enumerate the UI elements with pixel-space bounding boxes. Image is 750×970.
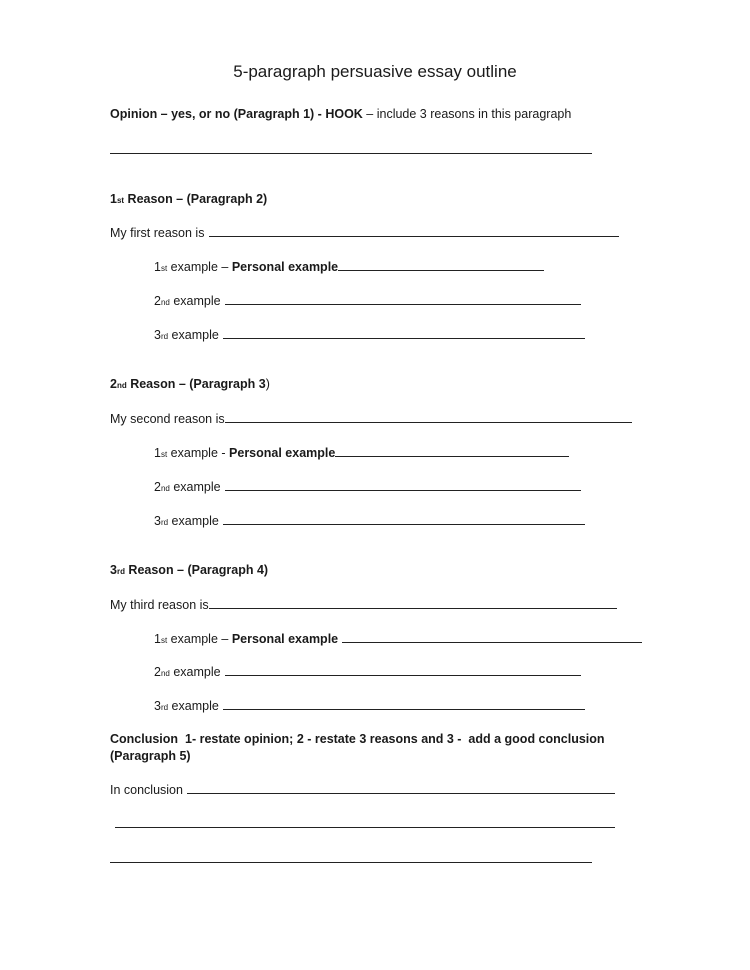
- example-number: 2: [154, 294, 161, 308]
- example-label: example –: [167, 632, 232, 646]
- example-label: example –: [167, 260, 232, 274]
- example-number: 3: [154, 514, 161, 528]
- reason-1-example-3-line[interactable]: [223, 326, 585, 339]
- reason-2-example-3: 3 rd example: [154, 512, 585, 529]
- reason-2-heading: 2 nd Reason – (Paragraph 3 ): [110, 377, 270, 391]
- reason-2-example-2: 2 nd example: [154, 478, 581, 495]
- reason-3-example-3: 3 rd example: [154, 697, 585, 714]
- personal-example-label: Personal example: [231, 260, 339, 274]
- reason-1-example-3: 3 rd example: [154, 326, 585, 343]
- reason-1-answer-line[interactable]: [209, 224, 619, 237]
- example-number: 1: [154, 632, 161, 646]
- conclusion-prompt-row: [110, 781, 615, 798]
- example-number: 1: [154, 446, 161, 460]
- reason-3-answer-line[interactable]: [209, 596, 617, 609]
- conclusion-extra-line-2[interactable]: [110, 862, 592, 863]
- reason-3-example-2: 2 nd example: [154, 663, 581, 680]
- reason-3-example-3-line[interactable]: [223, 697, 585, 710]
- example-label: example: [168, 514, 223, 528]
- reason-2-example-1: 1 st example - Personal example: [154, 444, 569, 461]
- reason-3-heading: 3 rd Reason – (Paragraph 4): [110, 563, 269, 577]
- example-number: 1: [154, 260, 161, 274]
- example-number: 3: [154, 328, 161, 342]
- reason-3-number: 3: [110, 563, 117, 577]
- conclusion-extra-line-1[interactable]: [115, 827, 615, 828]
- reason-3-example-1: 1 st example – Personal example: [154, 630, 642, 647]
- reason-2-prompt: My second reason is: [110, 412, 225, 426]
- reason-2-number: 2: [110, 377, 117, 391]
- reason-1-example-2: 2 nd example: [154, 292, 581, 309]
- example-label: example: [168, 328, 223, 342]
- personal-example-label: Personal example: [229, 446, 336, 460]
- reason-1-heading-text: Reason – (Paragraph 2): [124, 192, 268, 206]
- reason-3-example-2-line[interactable]: [225, 663, 581, 676]
- reason-3-prompt: My third reason is: [110, 598, 209, 612]
- reason-1-prompt-row: [110, 224, 619, 241]
- page-title: 5-paragraph persuasive essay outline: [233, 62, 517, 81]
- personal-example-label: Personal example: [231, 632, 339, 646]
- opinion-heading-bold: Opinion – yes, or no (Paragraph 1) - HOOK: [110, 107, 363, 121]
- reason-2-answer-line[interactable]: [225, 410, 632, 423]
- example-number: 3: [154, 699, 161, 713]
- reason-2-example-2-line[interactable]: [225, 478, 581, 491]
- reason-2-prompt-row: [110, 410, 632, 427]
- reason-1-prompt: My first reason is: [110, 226, 208, 240]
- reason-2-example-3-line[interactable]: [223, 512, 585, 525]
- reason-2-heading-tail: ): [265, 377, 270, 391]
- conclusion-heading-paragraph: (Paragraph 5): [110, 749, 191, 763]
- example-label: example: [169, 480, 225, 494]
- example-number: 2: [154, 480, 161, 494]
- reason-2-example-1-line[interactable]: [335, 444, 569, 457]
- example-label: example: [169, 294, 225, 308]
- reason-1-example-2-line[interactable]: [225, 292, 581, 305]
- reason-1-heading: 1 st Reason – (Paragraph 2): [110, 192, 268, 206]
- opinion-answer-line[interactable]: [110, 153, 592, 154]
- conclusion-heading: Conclusion 1- restate opinion; 2 - restate 3 reasons and 3 - add a good conclusion: [110, 732, 605, 746]
- reason-3-heading-text: Reason – (Paragraph 4): [124, 563, 269, 577]
- reason-1-number: 1: [110, 192, 117, 206]
- opinion-heading-note: – include 3 reasons in this paragraph: [362, 107, 572, 121]
- reason-1-example-1-line[interactable]: [338, 258, 544, 271]
- reason-1-example-1: 1 st example – Personal example: [154, 258, 544, 275]
- example-label: example -: [167, 446, 230, 460]
- conclusion-answer-line[interactable]: [187, 781, 615, 794]
- conclusion-prompt: In conclusion: [110, 783, 187, 797]
- reason-3-prompt-row: [110, 596, 617, 613]
- example-label: example: [169, 665, 225, 679]
- example-number: 2: [154, 665, 161, 679]
- opinion-heading: [110, 106, 571, 122]
- example-label: example: [168, 699, 223, 713]
- reason-3-example-1-line[interactable]: [342, 630, 642, 643]
- reason-2-heading-text: Reason – (Paragraph 3: [126, 377, 266, 391]
